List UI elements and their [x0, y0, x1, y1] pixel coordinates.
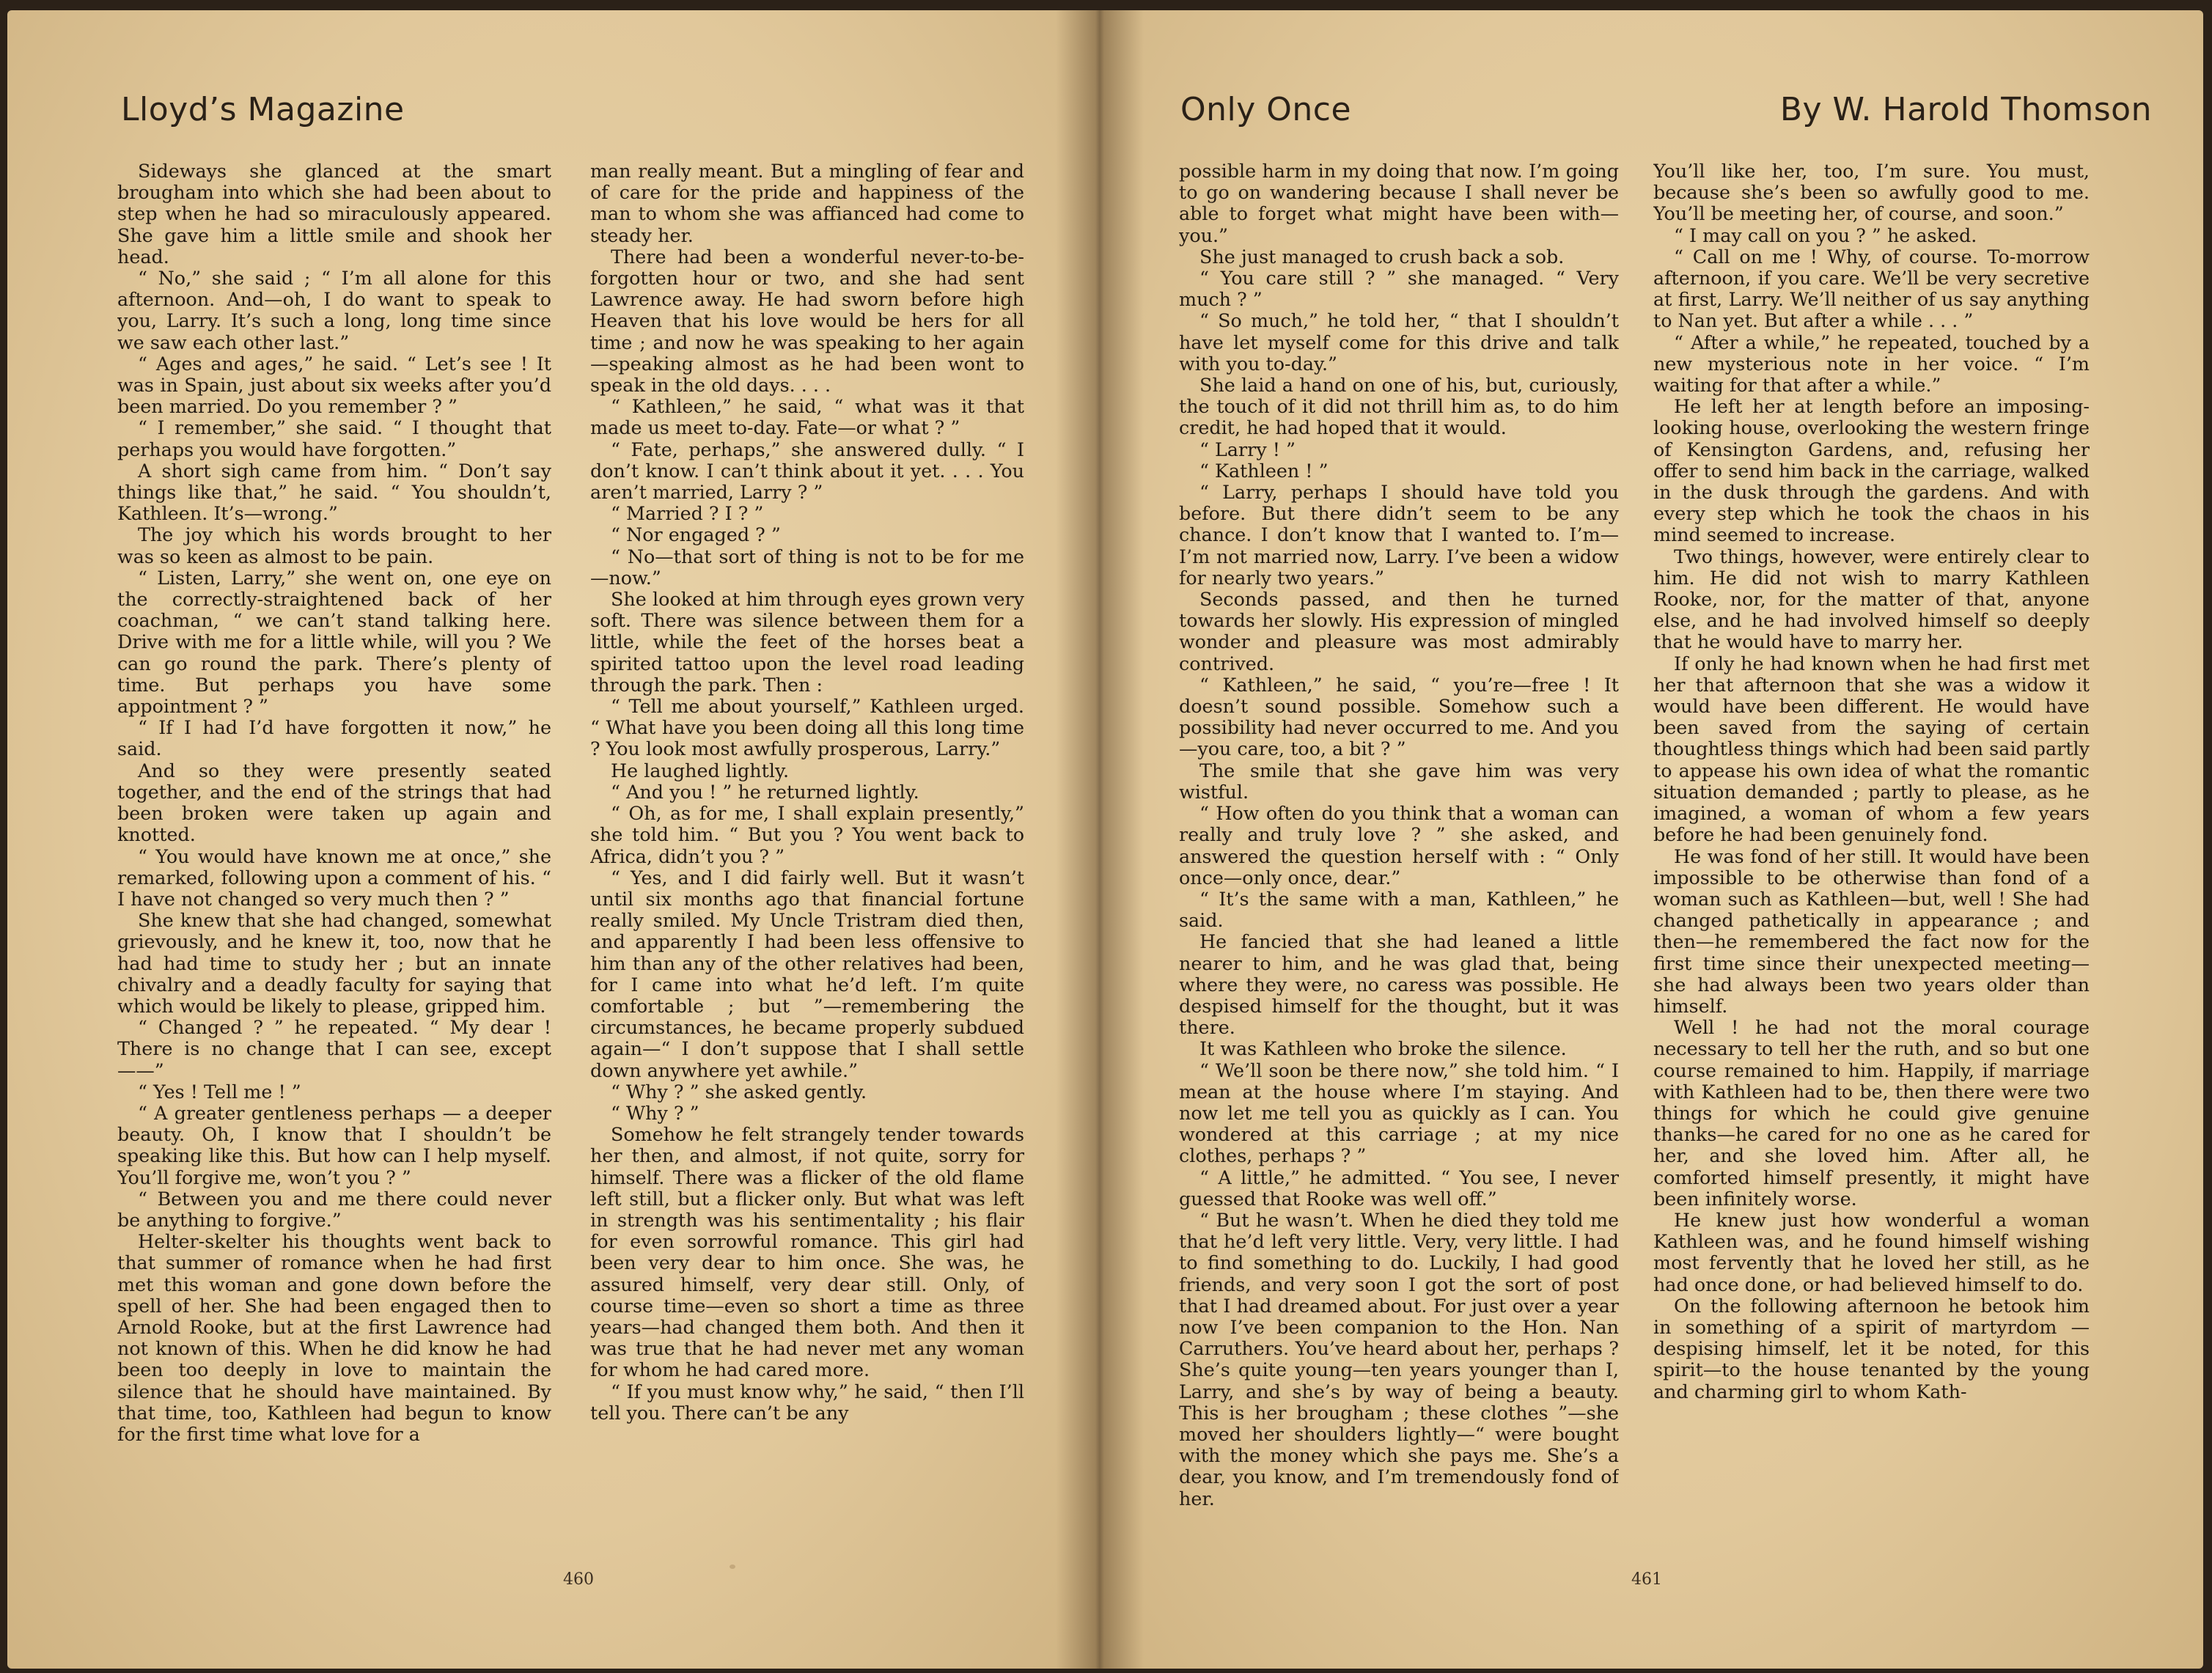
paragraph: “ Listen, Larry,” she went on, one eye on the correctly-straightened back of her coachman, “ we can’t stand talking here. Drive with me for a little while, will you ? We can go round the park. There’s plenty of time. But perhaps you have some appointment ? ” — [117, 566, 551, 718]
paragraph: He left her at length before an imposing-looking house, overlooking the western fringe of Kensington Gardens, and, refusing her offer to send him back in the carriage, walked in the dusk through the gardens. And with every step which he took the chaos in his mind seemed to increase. — [1653, 395, 2090, 546]
paragraph: “ Kathleen,” he said, “ what was it that made us meet to-day. Fate—or what ? ” — [590, 395, 1024, 439]
magazine-title: Lloyd’s Magazine — [121, 91, 405, 128]
paragraph: He was fond of her still. It would have been impossible to be otherwise than fond of a woman such as Kathleen—but, well ! She had changed pathetically in appearance ; and then—he remembered the fact now for the first time since their unexpected meeting—she had always been two years older than himself. — [1653, 845, 2090, 1017]
left-page-column-2 — [590, 161, 1024, 1546]
paragraph: Seconds passed, and then he turned towards her slowly. His expression of mingled wonder and pleasure was most admirably contrived. — [1179, 588, 1619, 674]
paragraph: “ Nor engaged ? ” — [611, 523, 781, 546]
paragraph: “ And you ! ” he returned lightly. — [611, 780, 919, 803]
paragraph: Sideways she glanced at the smart brougham into which she had been about to step when he had so miraculously appeared. She gave him a little smile and shook her head. — [117, 161, 551, 268]
paragraph: “ Yes, and I did fairly well. But it wasn’t until six months ago that financial fortune really smiled. My Uncle Tristram died then, and apparently I had been less offensive to him than any of the other relatives had been, for I came into what he’d left. I’m quite comfortable ; but ”—remembering the circumstances, he became properly subdued again—“ I don’t suppose that I shall settle down anywhere yet awhile.” — [590, 866, 1024, 1081]
paragraph: She just managed to crush back a sob. — [1199, 245, 1565, 268]
paragraph: “ Ages and ages,” he said. “ Let’s see ! It was in Spain, just about six weeks after you’d been married. Do you remember ? ” — [117, 352, 551, 418]
paragraph: “ Oh, as for me, I shall explain presently,” she told him. “ But you ? You went back to Africa, didn’t you ? ” — [590, 802, 1024, 867]
paragraph: Somehow he felt strangely tender towards her then, and almost, if not quite, sorry for himself. There was a flicker of the old flame left still, but a flicker only. But what was left in strength was his sentimentality ; his flair for even sorrowful romance. This girl had been very dear to him once. She was, he assured himself, very dear still. Only, of course time—even so short a time as three years—had changed them both. And then it was true that he had never met any woman for whom he had cared more. — [590, 1123, 1024, 1381]
paragraph: “ Larry ! ” — [1199, 438, 1296, 460]
paragraph: “ Tell me about yourself,” Kathleen urged. “ What have you been doing all this long time ? You look most awfully prosperous, Larry.” — [590, 695, 1024, 760]
paragraph: She laid a hand on one of his, but, curiously, the touch of it did not thrill him as, to do him credit, he had hoped that it would. — [1179, 374, 1619, 439]
paragraph: “ Larry, perhaps I should have told you before. But there didn’t seem to be any chance. I don’t know that I wanted to. I’m—I’m not married now, Larry. I’ve been a widow for nearly two years.” — [1179, 481, 1619, 589]
paragraph: On the following afternoon he betook him in something of a spirit of martyrdom —despising himself, let it be noted, for this spirit—to the house tenanted by the young and charming girl to whom Kath- — [1653, 1294, 2090, 1402]
page-number-left: 460 — [563, 1570, 594, 1589]
paragraph: “ Kathleen ! ” — [1199, 459, 1329, 482]
paragraph: “ You care still ? ” she managed. “ Very much ? ” — [1179, 267, 1619, 311]
paragraph: Two things, however, were entirely clear to him. He did not wish to marry Kathleen Rooke, nor, for the matter of that, anyone else, and he had involved himself so deeply that he would have to marry her. — [1653, 545, 2090, 653]
paragraph: “ A little,” he admitted. “ You see, I never guessed that Rooke was well off.” — [1179, 1166, 1619, 1210]
story-author: By W. Harold Thomson — [1779, 91, 2152, 128]
paragraph: It was Kathleen who broke the silence. — [1199, 1037, 1567, 1060]
paragraph: “ Why ? ” she asked gently. — [611, 1080, 867, 1103]
paragraph: She knew that she had changed, somewhat grievously, and he knew it, too, now that he had had time to study her ; but an innate chivalry and a deadly faculty for saying that which would be likely to please, gripped him. — [117, 909, 551, 1017]
paragraph: “ Kathleen,” he said, “ you’re—free ! It doesn’t sound possible. Somehow such a possibility had never occurred to me. And you—you care, too, a bit ? ” — [1179, 673, 1619, 760]
right-page-column-1 — [1179, 161, 1619, 1546]
paragraph: “ I may call on you ? ” he asked. — [1674, 224, 1977, 246]
page-number-right: 461 — [1631, 1570, 1662, 1589]
paragraph: “ Yes ! Tell me ! ” — [138, 1080, 301, 1103]
paragraph: “ You would have known me at once,” she remarked, following upon a comment of his. “ I have not changed so very much then ? ” — [117, 845, 551, 910]
right-page-column-2 — [1653, 161, 2090, 1546]
paragraph: “ Between you and me there could never be anything to forgive.” — [117, 1187, 551, 1231]
paragraph: He fancied that she had leaned a little nearer to him, and he was glad that, being where they were, no caress was possible. He despised himself for the thought, but it was there. — [1179, 930, 1619, 1039]
paragraph: “ A greater gentleness perhaps — a deeper beauty. Oh, I know that I shouldn’t be speaking like this. But how can I help myself. You’ll forgive me, won’t you ? ” — [117, 1101, 551, 1188]
paragraph: “ Married ? I ? ” — [611, 502, 764, 525]
paper-stain — [730, 1564, 735, 1569]
paragraph: Well ! he had not the moral courage necessary to tell her the ruth, and so but one course remained to him. Happily, if marriage with Kathleen had to be, then there were two things for which he could give genuine thanks—he cared for no one as he cared for her, and she loved him. After all, he comforted himself presently, it might have been infinitely worse. — [1653, 1016, 2090, 1210]
paragraph: If only he had known when he had first met her that afternoon that she was a widow it would have been different. He would have been saved from the saying of certain thoughtless things which had been said partly to appease his own idea of what the romantic situation demanded ; partly to please, as he imagined, a woman of whom a few years before he had been genuinely fond. — [1653, 652, 2090, 846]
paragraph: Helter-skelter his thoughts went back to that summer of romance when he had first met this woman and gone down before the spell of her. She had been engaged then to Arnold Rooke, but at the first Lawrence had not known of this. When he did know he had been too deeply in love to maintain the silence that he should have maintained. By that time, too, Kathleen had begun to know for the first time what love for a — [117, 1230, 551, 1445]
paragraph: “ But he wasn’t. When he died they told me that he’d left very little. Very, very little. I had to find something to do. Luckily, I had good friends, and very soon I got the sort of post that I had dreamed about. For just over a year now I’ve been companion to the Hon. Nan Carruthers. You’ve heard about her, perhaps ? She’s quite young—ten years younger than I, Larry, and she’s by way of being a beauty. This is her brougham ; these clothes ”—she moved her shoulders lightly—“ were bought with the money which she pays me. She’s a dear, you know, and I’m tremendously fond of her. — [1179, 1208, 1619, 1510]
paragraph: “ It’s the same with a man, Kathleen,” he said. — [1179, 887, 1619, 932]
paragraph: “ So much,” he told her, “ that I shouldn’t have let myself come for this drive and talk with you to-day.” — [1179, 309, 1619, 375]
paragraph: “ No—that sort of thing is not to be for me—now.” — [590, 545, 1024, 589]
paragraph: He laughed lightly. — [611, 759, 790, 782]
right-page — [1092, 10, 2203, 1669]
paragraph: “ No,” she said ; “ I’m all alone for this afternoon. And—oh, I do want to speak to you, Larry. It’s such a long, long time since we saw each other last.” — [117, 267, 551, 353]
paragraph: There had been a wonderful never-to-be-forgotten hour or two, and she had sent Lawrence away. He had sworn before high Heaven that his love would be hers for all time ; and now he was speaking to her again—speaking almost as he had been wont to speak in the old days. . . . — [590, 245, 1024, 397]
paragraph: The smile that she gave him was very wistful. — [1179, 759, 1619, 803]
paragraph: “ After a while,” he repeated, touched by a new mysterious note in her voice. “ I’m waiting for that after a while.” — [1653, 331, 2090, 397]
paragraph: “ Why ? ” — [611, 1101, 699, 1124]
paragraph: A short sigh came from him. “ Don’t say things like that,” he said. “ You shouldn’t, Kathleen. It’s—wrong.” — [117, 459, 551, 525]
paragraph: And so they were presently seated together, and the end of the strings that had been broken were taken up again and knotted. — [117, 759, 551, 846]
paragraph: The joy which his words brought to her was so keen as almost to be pain. — [117, 523, 551, 567]
paragraph: “ If I had I’d have forgotten it now,” he said. — [117, 716, 551, 760]
paragraph: “ Call on me ! Why, of course. To-morrow afternoon, if you care. We’ll be very secretive at first, Larry. We’ll neither of us say anything to Nan yet. But after a while . . . ” — [1653, 245, 2090, 332]
paragraph: possible harm in my doing that now. I’m going to go on wandering because I shall never be able to forget what might have been with—you.” — [1179, 161, 1619, 246]
paragraph: “ We’ll soon be there now,” she told him. “ I mean at the house where I’m staying. And now let me tell you as quickly as I can. You wondered at this carriage ; at my nice clothes, perhaps ? ” — [1179, 1059, 1619, 1167]
paragraph: “ I remember,” she said. “ I thought that perhaps you would have forgotten.” — [117, 416, 551, 460]
left-page-column-1 — [117, 161, 551, 1546]
paragraph: You’ll like her, too, I’m sure. You must, because she’s been so awfully good to me. You’ll be meeting her, of course, and soon.” — [1653, 161, 2090, 225]
paragraph: “ Changed ? ” he repeated. “ My dear ! There is no change that I can see, except——” — [117, 1016, 551, 1081]
paragraph: “ If you must know why,” he said, “ then I’ll tell you. There can’t be any — [590, 1380, 1024, 1424]
left-page — [7, 10, 1092, 1669]
paragraph: man really meant. But a mingling of fear and of care for the pride and happiness of the man to whom she was affianced had come to steady her. — [590, 161, 1024, 246]
paragraph: She looked at him through eyes grown very soft. There was silence between them for a little, while the feet of the horses beat a spirited tattoo upon the level road leading through the park. Then : — [590, 588, 1024, 696]
paragraph: “ How often do you think that a woman can really and truly love ? ” she asked, and answered the question herself with : “ Only once—only once, dear.” — [1179, 802, 1619, 889]
paragraph: He knew just how wonderful a woman Kathleen was, and he found himself wishing most fervently that he loved her still, as he had once done, or had believed himself to do. — [1653, 1208, 2090, 1295]
paragraph: “ Fate, perhaps,” she answered dully. “ I don’t know. I can’t think about it yet. . . . You aren’t married, Larry ? ” — [590, 438, 1024, 504]
story-title: Only Once — [1180, 91, 1352, 128]
